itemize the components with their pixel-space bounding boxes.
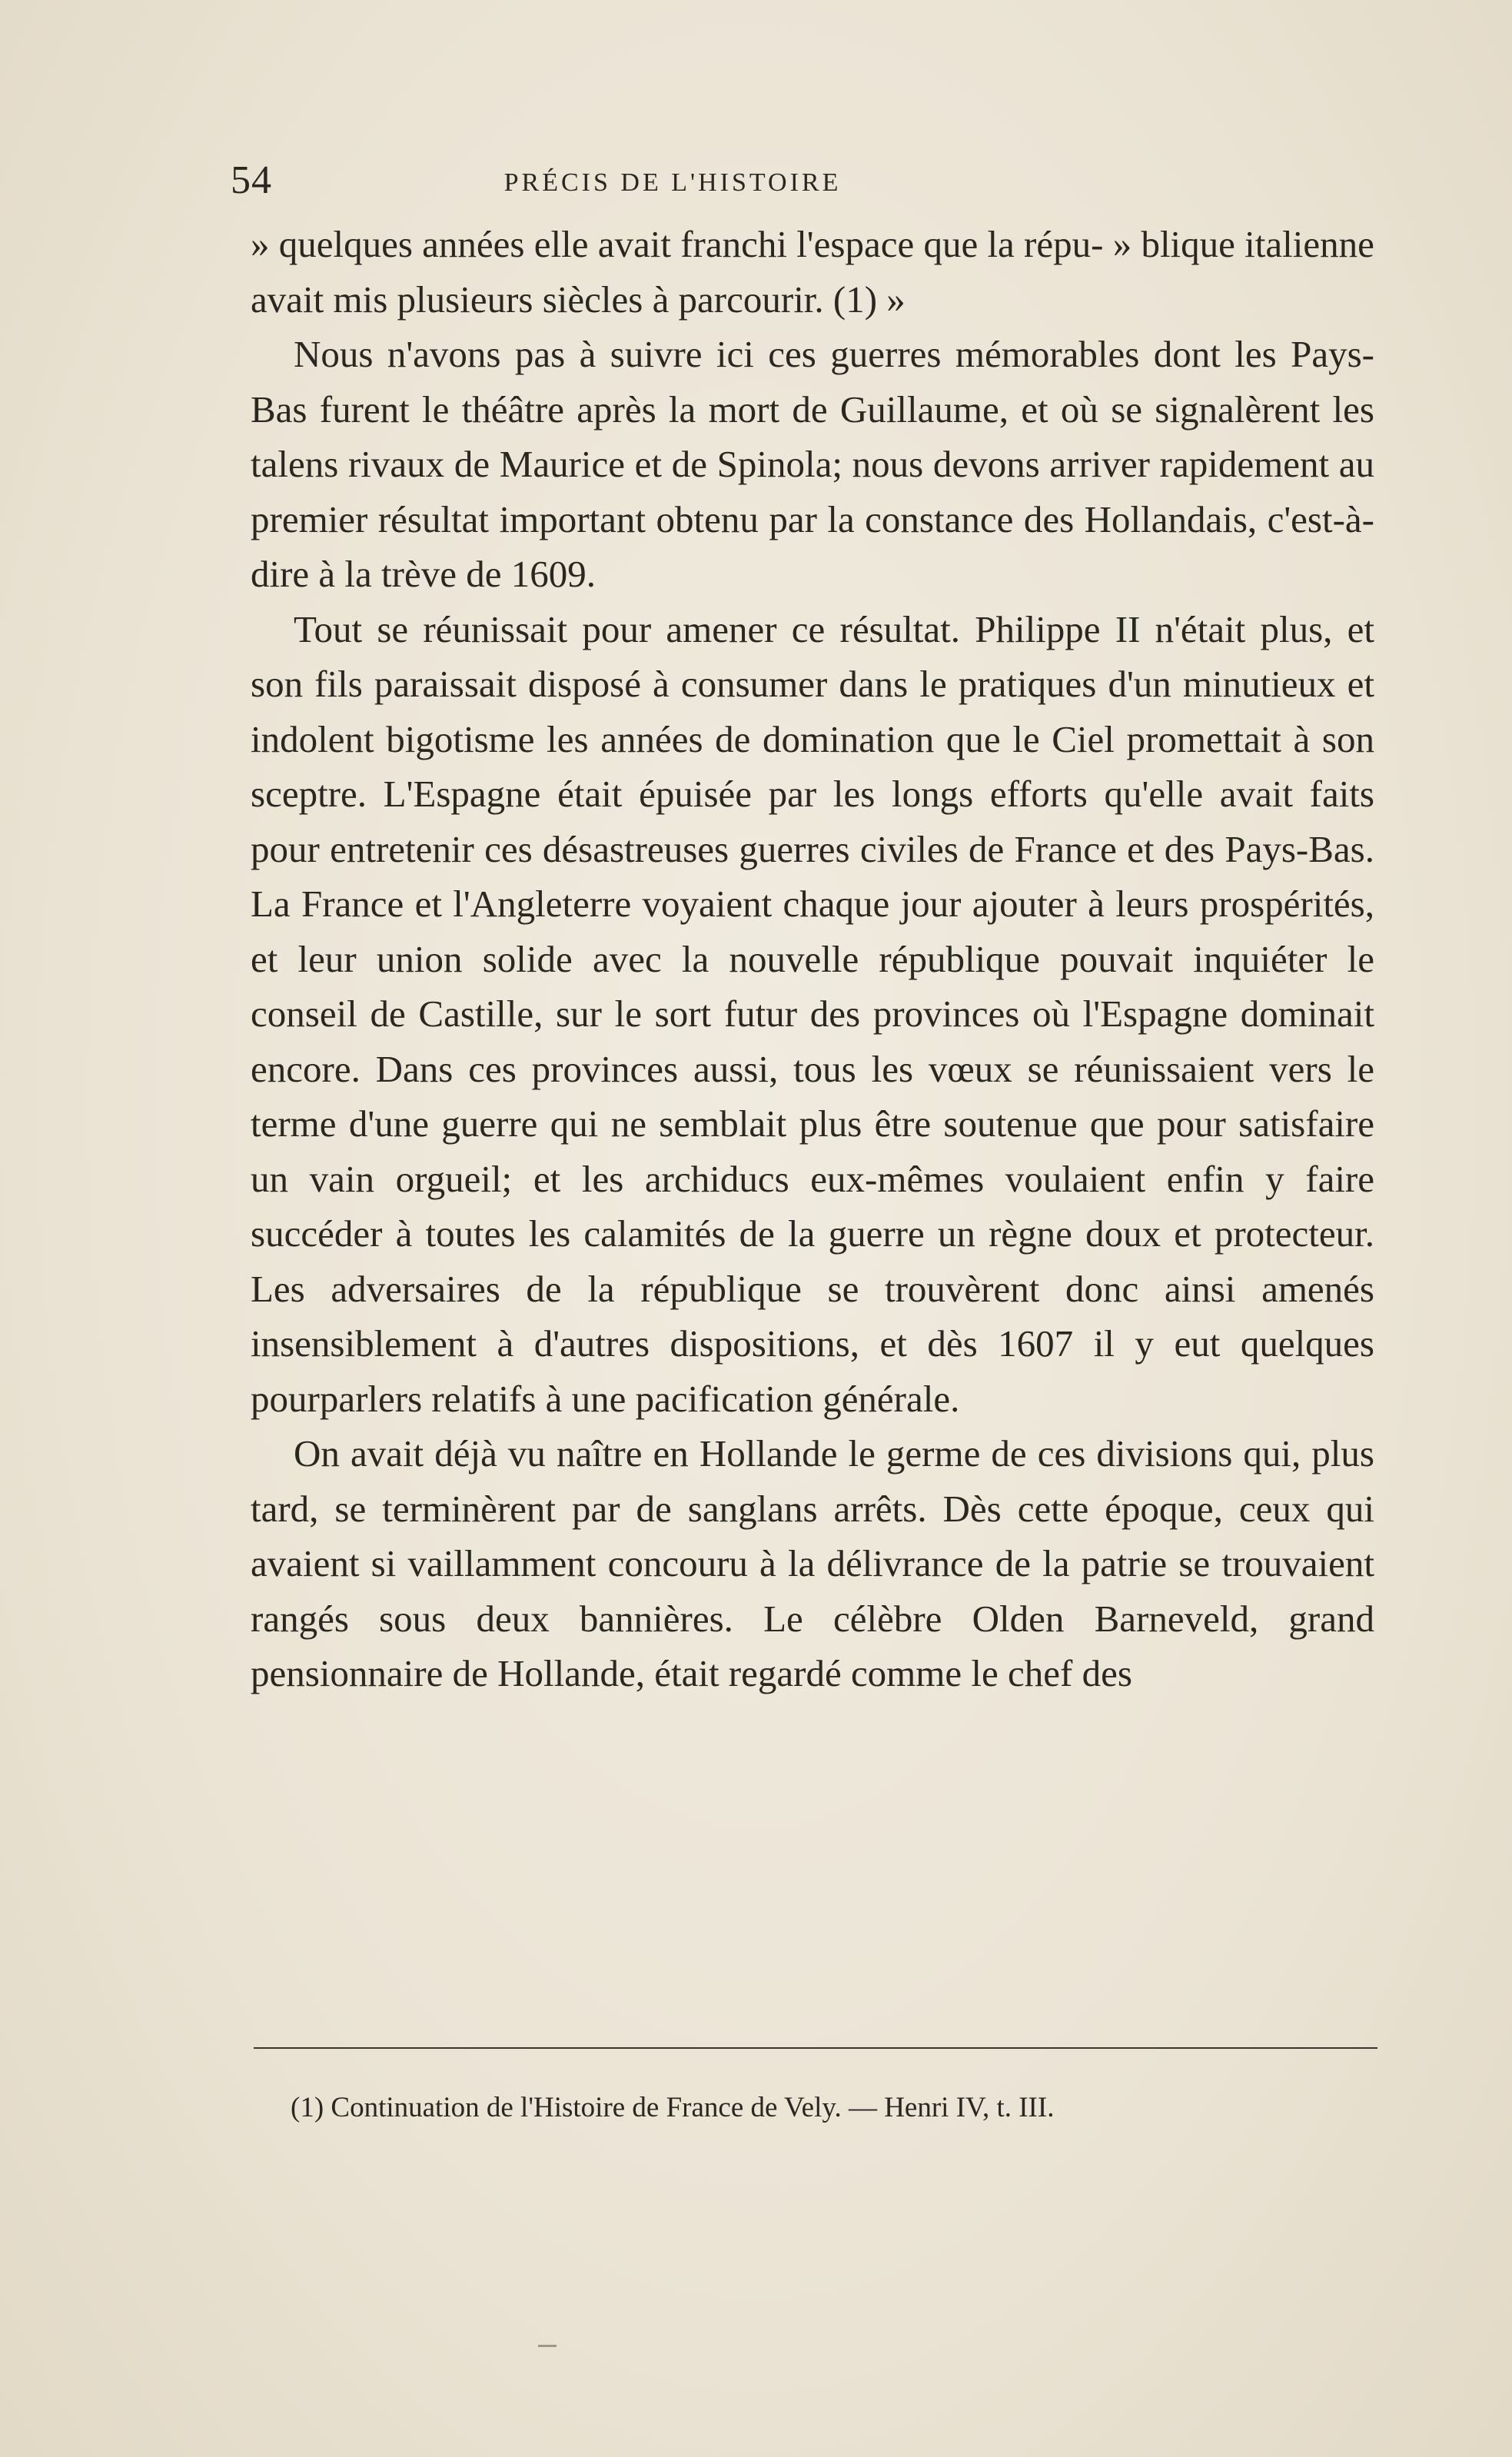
page-number: 54: [231, 158, 272, 202]
quotation-continuation: » quelques années elle avait franchi l'espace que la répu- » blique italienne avait mis plusieurs siècles à parcourir. (1) »: [251, 223, 1374, 321]
paper-speck: [538, 2345, 557, 2347]
paragraph-1: Nous n'avons pas à suivre ici ces guerres mémorables dont les Pays-Bas furent le théâtre après la mort de Guillaume, et où se signalèrent les talens rivaux de Maurice et de Spinola; nous devons arriver rapidement au premier résultat important obtenu par la constance des Hollandais, c'est-à-dire à la trève de 1609.: [251, 333, 1374, 595]
footnote-rule: [254, 2047, 1377, 2049]
paragraph-3: On avait déjà vu naître en Hollande le germe de ces divisions qui, plus tard, se terminèrent par de sanglans arrêts. Dès cette époque, ceux qui avaient si vaillamment concouru à la délivrance de la patrie se trouvaient rangés sous deux bannières. Le célèbre Olden Barneveld, grand pensionnaire de Hollande, était regardé comme le chef des: [251, 1432, 1374, 1694]
footnote: (1) Continuation de l'Histoire de France de Vely. — Henri IV, t. III.: [291, 2092, 1055, 2123]
paragraph-2: Tout se réunissait pour amener ce résultat. Philippe II n'était plus, et son fils paraissait disposé à consumer dans le pratiques d'un minutieux et indolent bigotisme les années de domination que le Ciel promettait à son sceptre. L'Espagne était épuisée par les longs efforts qu'elle avait faits pour entretenir ces désastreuses guerres civiles de France et des Pays-Bas. La France et l'Angleterre voyaient chaque jour ajouter à leurs prospérités, et leur union solide avec la nouvelle république pouvait inquiéter le conseil de Castille, sur le sort futur des provinces où l'Espagne dominait encore. Dans ces provinces aussi, tous les vœux se réunissaient vers le terme d'une guerre qui ne semblait plus être soutenue que pour satisfaire un vain orgueil; et les archiducs eux-mêmes voulaient enfin y faire succéder à toutes les calamités de la guerre un règne doux et protecteur. Les adversaires de la république se trouvèrent donc ainsi amenés insensiblement à d'autres dispositions, et dès 1607 il y eut quelques pourparlers relatifs à une pacification générale.: [251, 607, 1374, 1420]
page-header: [231, 158, 1007, 204]
body-text: [251, 217, 1374, 1701]
running-head: PRÉCIS DE L'HISTOIRE: [503, 168, 842, 197]
